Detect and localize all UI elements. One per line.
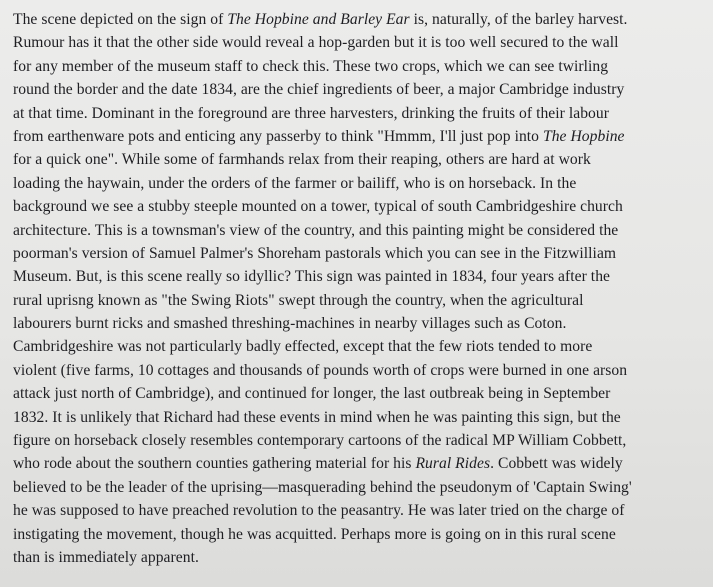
text-run: rural uprisng known as "the Swing Riots" swept through the country, when the agricultural <box>13 291 584 309</box>
text-line <box>13 148 699 171</box>
text-line <box>13 335 699 358</box>
text-run: loading the haywain, under the orders of the farmer or bailiff, who is on horseback. In the <box>13 174 577 192</box>
text-run: Rumour has it that the other side would reveal a hop-garden but it is too well secured to the wall <box>13 34 619 52</box>
text-run: Cambridgeshire was not particularly badly effected, except that the few riots tended to more <box>13 338 593 356</box>
text-line <box>13 172 699 195</box>
text-line <box>13 31 699 54</box>
text-line <box>13 289 699 312</box>
text-run: instigating the movement, though he was acquitted. Perhaps more is going on in this rural scene <box>13 525 616 543</box>
text-run: labourers burnt ricks and smashed threshing-machines in nearby villages such as Coton. <box>13 315 567 333</box>
text-run: figure on horseback closely resembles contemporary cartoons of the radical MP William Cobbett, <box>13 432 627 450</box>
text-line <box>13 452 699 475</box>
text-line <box>13 546 699 569</box>
text-run: round the border and the date 1834, are the chief ingredients of beer, a major Cambridge industry <box>13 81 625 99</box>
text-run: for any member of the museum staff to check this. These two crops, which we can see twirling <box>13 57 609 75</box>
text-run: attack just north of Cambridge), and continued for longer, the last outbreak being in September <box>13 385 611 403</box>
italic-title: The Hopbine <box>542 127 625 145</box>
text-run: background we see a stubby steeple mounted on a tower, typical of south Cambridgeshire church <box>13 198 623 216</box>
text-line <box>13 382 699 405</box>
text-line <box>13 523 699 546</box>
text-line <box>13 312 699 335</box>
text-line <box>13 125 699 148</box>
text-line <box>13 8 699 31</box>
text-run: . Cobbett was widely <box>490 455 623 473</box>
text-run: who rode about the southern counties gathering material for his <box>13 455 416 473</box>
text-line <box>13 265 699 288</box>
text-run: from earthenware pots and enticing any passerby to think "Hmmm, I'll just pop into <box>13 127 543 145</box>
text-run: at that time. Dominant in the foreground are three harvesters, drinking the fruits of their labour <box>13 104 609 122</box>
text-line <box>13 499 699 522</box>
text-run: he was supposed to have preached revolution to the peasantry. He was later tried on the charge of <box>13 502 625 520</box>
text-run: than is immediately apparent. <box>13 548 199 566</box>
body-text <box>13 8 699 569</box>
text-run: for a quick one". While some of farmhands relax from their reaping, others are hard at work <box>13 151 591 169</box>
text-line <box>13 219 699 242</box>
text-run: The scene depicted on the sign of <box>13 11 228 28</box>
text-line <box>13 476 699 499</box>
italic-title: Rural Rides <box>415 455 491 473</box>
text-run: architecture. This is a townsman's view of the country, and this painting might be considered the <box>13 221 619 239</box>
text-line <box>13 429 699 452</box>
text-line <box>13 195 699 218</box>
text-line <box>13 102 699 125</box>
text-line <box>13 55 699 78</box>
text-run: violent (five farms, 10 cottages and thousands of pounds worth of crops were burned in one arson <box>13 361 628 379</box>
text-run: Museum. But, is this scene really so idyllic? This sign was painted in 1834, four years after the <box>13 268 611 286</box>
text-line <box>13 359 699 382</box>
italic-title: The Hopbine and Barley Ear <box>227 11 410 28</box>
text-run: poorman's version of Samuel Palmer's Shoreham pastorals which you can see in the Fitzwilliam <box>13 244 617 262</box>
text-line <box>13 406 699 429</box>
text-line <box>13 78 699 101</box>
text-run: believed to be the leader of the uprising—masquerading behind the pseudonym of 'Captain Swing' <box>13 478 632 496</box>
text-run: is, naturally, of the barley harvest. <box>409 11 628 28</box>
text-run: 1832. It is unlikely that Richard had these events in mind when he was painting this sign, but the <box>13 408 621 426</box>
text-line <box>13 242 699 265</box>
